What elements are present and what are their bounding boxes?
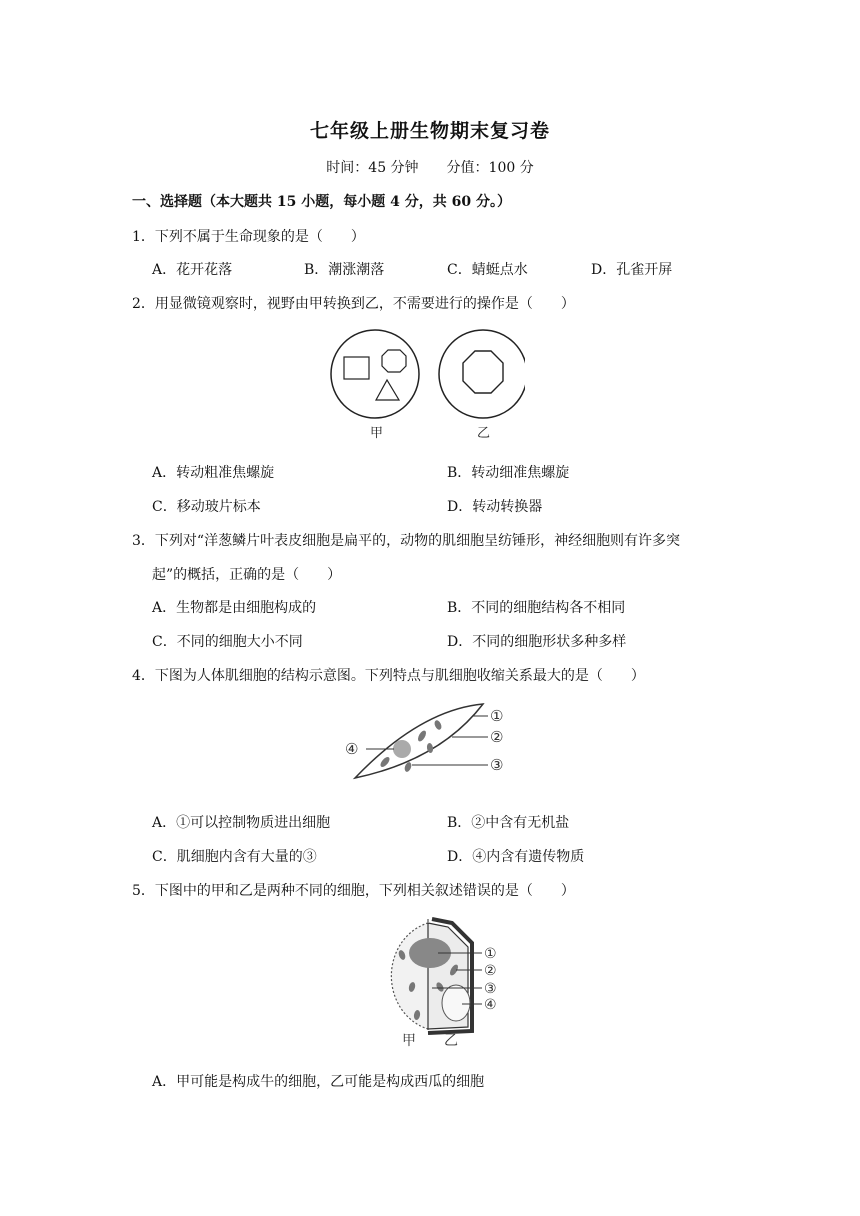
q2-option-b[interactable]: B．转动细准焦螺旋	[447, 465, 570, 481]
question-3-stem-line1: 3．下列对“洋葱鳞片叶表皮细胞是扁平的，动物的肌细胞呈纺锤形，神经细胞则有许多突	[132, 533, 681, 549]
q1-option-a[interactable]: A．花开花落	[152, 262, 233, 278]
svg-text:①: ①	[484, 946, 497, 962]
exam-info: 时间：45 分钟 分值：100 分	[326, 160, 534, 176]
question-4-stem: 4．下图为人体肌细胞的结构示意图。下列特点与肌细胞收缩关系最大的是（ ）	[132, 668, 645, 684]
q4-option-c[interactable]: C．肌细胞内含有大量的③	[152, 849, 317, 865]
animal-plant-cell-figure	[372, 915, 512, 1050]
q2-option-a[interactable]: A．转动粗准焦螺旋	[152, 465, 275, 481]
microscope-fields-figure	[325, 328, 525, 448]
q4-option-a[interactable]: A．①可以控制物质进出细胞	[152, 815, 331, 831]
figure-label-yi: 乙	[477, 426, 491, 441]
question-3-stem-line2: 起”的概括，正确的是（ ）	[152, 567, 342, 583]
q1-option-d[interactable]: D．孔雀开屏	[591, 262, 673, 278]
muscle-cell-figure	[340, 700, 520, 788]
q3-option-c[interactable]: C．不同的细胞大小不同	[152, 634, 303, 650]
q3-option-a[interactable]: A．生物都是由细胞构成的	[152, 600, 317, 616]
q1-option-b[interactable]: B．潮涨潮落	[304, 262, 385, 278]
question-2-stem: 2．用显微镜观察时，视野由甲转换到乙，不需要进行的操作是（ ）	[132, 296, 575, 312]
q2-option-d[interactable]: D．转动转换器	[447, 499, 543, 515]
figure-label-jia: 甲	[370, 426, 384, 441]
q1-option-c[interactable]: C．蜻蜓点水	[447, 262, 528, 278]
svg-text:①: ①	[490, 707, 504, 725]
section-heading: 一、选择题（本大题共 15 小题，每小题 4 分，共 60 分。）	[132, 194, 511, 210]
question-5-stem: 5．下图中的甲和乙是两种不同的细胞，下列相关叙述错误的是（ ）	[132, 883, 575, 899]
q3-option-d[interactable]: D．不同的细胞形状多种多样	[447, 634, 627, 650]
q2-option-c[interactable]: C．移动玻片标本	[152, 499, 261, 515]
svg-text:③: ③	[490, 756, 504, 774]
cell-label-yi: 乙	[444, 1033, 458, 1049]
cell-label-jia: 甲	[402, 1033, 416, 1049]
q3-option-b[interactable]: B．不同的细胞结构各不相同	[447, 600, 626, 616]
question-1-stem: 1．下列不属于生命现象的是（ ）	[132, 229, 365, 245]
svg-text:④: ④	[484, 997, 497, 1013]
q4-option-b[interactable]: B．②中含有无机盐	[447, 815, 570, 831]
svg-text:③: ③	[484, 981, 497, 997]
q4-option-d[interactable]: D．④内含有遗传物质	[447, 849, 585, 865]
svg-text:②: ②	[484, 963, 497, 979]
page-title: 七年级上册生物期末复习卷	[309, 120, 550, 142]
svg-text:②: ②	[490, 728, 504, 746]
q5-option-a[interactable]: A．甲可能是构成牛的细胞，乙可能是构成西瓜的细胞	[152, 1074, 485, 1090]
svg-text:④: ④	[345, 740, 359, 758]
